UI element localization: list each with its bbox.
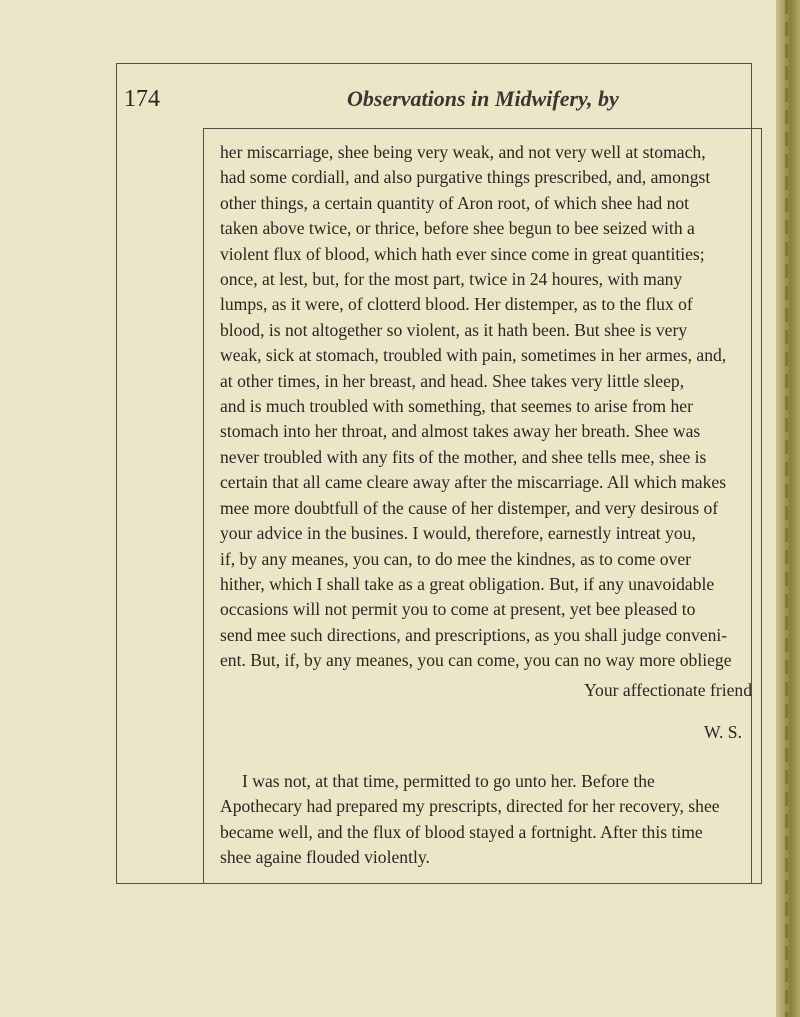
running-head: Observations in Midwifery, by [347, 86, 619, 111]
inner-margin-line [203, 128, 204, 884]
text-line: once, at lest, but, for the most part, twice in 24 houres, with many [220, 269, 683, 290]
text-line: her miscarriage, shee being very weak, and not very well at stomach, [220, 142, 706, 162]
text-line: occasions will not permit you to come at present, yet bee pleased to [220, 599, 696, 620]
letter-closing: Your affectionate friend [584, 680, 752, 700]
text-line: certain that all came cleare away after the miscarriage. All which makes [220, 472, 727, 493]
text-line: Apothecary had prepared my prescripts, directed for her recovery, shee [220, 796, 720, 817]
text-line: weak, sick at stomach, troubled with pain, sometimes in her armes, and, [220, 345, 727, 366]
text-line: violent flux of blood, which hath ever since come in great quantities; [220, 243, 705, 264]
letter-signature: W. S. [704, 722, 742, 742]
text-line: mee more doubtfull of the cause of her distemper, and very desirous of [220, 497, 719, 518]
text-line: ent. But, if, by any meanes, you can come, you can no way more obliege [220, 650, 732, 671]
text-line: shee againe flouded violently. [220, 847, 430, 868]
text-line: other things, a certain quantity of Aron root, of which shee had not [220, 192, 690, 213]
text-line: taken above twice, or thrice, before shee begun to bee seized with a [220, 218, 695, 239]
page-header [122, 82, 722, 118]
text-line: I was not, at that time, permitted to go unto her. Before the [242, 771, 655, 791]
narrative-paragraph [220, 769, 752, 871]
text-line: stomach into her throat, and almost takes away her breath. Shee was [220, 421, 701, 442]
outer-margin-line [761, 128, 762, 884]
text-line: hither, which I shall take as a great obligation. But, if any unavoidable [220, 573, 715, 594]
text-line: send mee such directions, and prescriptions, as you shall judge conveni- [220, 624, 728, 645]
page-number: 174 [124, 86, 160, 112]
letter-body [220, 140, 752, 674]
text-line: if, by any meanes, you can, to do mee the kindnes, as to come over [220, 548, 691, 569]
text-line: your advice in the busines. I would, therefore, earnestly intreat you, [220, 523, 696, 544]
text-line: and is much troubled with something, that seemes to arise from her [220, 396, 693, 417]
page-edge [776, 0, 800, 1017]
text-line: at other times, in her breast, and head. Shee takes very little sleep, [220, 370, 685, 391]
footer-rule [116, 883, 761, 884]
text-line: became well, and the flux of blood stayed a fortnight. After this time [220, 821, 703, 842]
text-line: blood, is not altogether so violent, as it hath been. But shee is very [220, 319, 688, 340]
header-rule [203, 128, 761, 129]
text-line: never troubled with any fits of the mother, and shee tells mee, shee is [220, 446, 707, 467]
text-line: lumps, as it were, of clotterd blood. Her distemper, as to the flux of [220, 294, 693, 315]
text-line: had some cordiall, and also purgative things prescribed, and, amongst [220, 167, 711, 188]
